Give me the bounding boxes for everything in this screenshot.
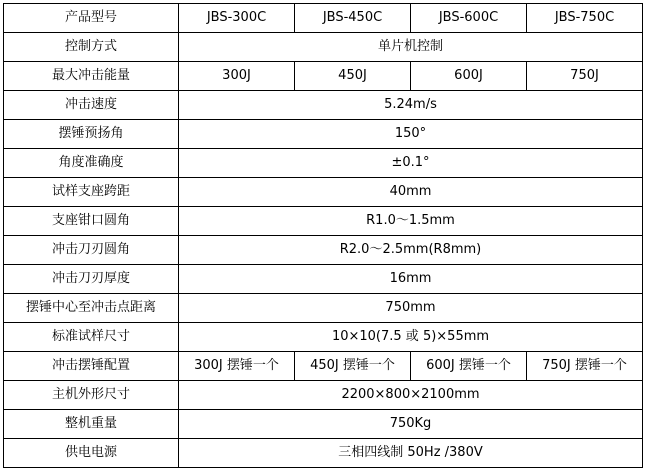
row-label: 冲击速度 — [4, 91, 179, 120]
table-row — [4, 352, 643, 381]
row-label: 主机外形尺寸 — [4, 381, 179, 410]
table-row — [4, 62, 643, 91]
row-value: 150° — [179, 120, 643, 149]
row-value: 300J 摆锤一个 — [179, 352, 295, 381]
model-value: JBS-300C — [179, 4, 295, 33]
row-value: R1.0～1.5mm — [179, 207, 643, 236]
row-value: 750Kg — [179, 410, 643, 439]
row-value: 2200×800×2100mm — [179, 381, 643, 410]
table-row — [4, 207, 643, 236]
specification-table — [3, 3, 643, 468]
table-row — [4, 4, 643, 33]
row-value: R2.0～2.5mm(R8mm) — [179, 236, 643, 265]
row-label: 角度准确度 — [4, 149, 179, 178]
row-label: 支座钳口圆角 — [4, 207, 179, 236]
row-value: 10×10(7.5 或 5)×55mm — [179, 323, 643, 352]
row-label: 最大冲击能量 — [4, 62, 179, 91]
table-row — [4, 91, 643, 120]
row-label: 整机重量 — [4, 410, 179, 439]
table-row — [4, 439, 643, 468]
row-value: 450J — [295, 62, 411, 91]
row-label: 冲击刀刃厚度 — [4, 265, 179, 294]
row-label: 冲击摆锤配置 — [4, 352, 179, 381]
row-label: 产品型号 — [4, 4, 179, 33]
row-value: 单片机控制 — [179, 33, 643, 62]
row-value: 450J 摆锤一个 — [295, 352, 411, 381]
model-value: JBS-450C — [295, 4, 411, 33]
table-row — [4, 381, 643, 410]
table-row — [4, 410, 643, 439]
row-label: 摆锤预扬角 — [4, 120, 179, 149]
table-row — [4, 33, 643, 62]
row-value: 16mm — [179, 265, 643, 294]
row-value: 750J 摆锤一个 — [527, 352, 643, 381]
table-row — [4, 178, 643, 207]
row-value: 40mm — [179, 178, 643, 207]
row-label: 试样支座跨距 — [4, 178, 179, 207]
row-value: 600J — [411, 62, 527, 91]
row-value: ±0.1° — [179, 149, 643, 178]
row-label: 标准试样尺寸 — [4, 323, 179, 352]
table-row — [4, 265, 643, 294]
table-row — [4, 236, 643, 265]
row-label: 冲击刀刃圆角 — [4, 236, 179, 265]
model-value: JBS-600C — [411, 4, 527, 33]
table-row — [4, 149, 643, 178]
row-value: 750mm — [179, 294, 643, 323]
table-row — [4, 323, 643, 352]
row-label: 供电电源 — [4, 439, 179, 468]
table-body — [4, 4, 643, 468]
model-value: JBS-750C — [527, 4, 643, 33]
row-value: 5.24m/s — [179, 91, 643, 120]
row-label: 摆锤中心至冲击点距离 — [4, 294, 179, 323]
table-row — [4, 294, 643, 323]
row-label: 控制方式 — [4, 33, 179, 62]
row-value: 750J — [527, 62, 643, 91]
table-row — [4, 120, 643, 149]
row-value: 三相四线制 50Hz /380V — [179, 439, 643, 468]
row-value: 600J 摆锤一个 — [411, 352, 527, 381]
row-value: 300J — [179, 62, 295, 91]
